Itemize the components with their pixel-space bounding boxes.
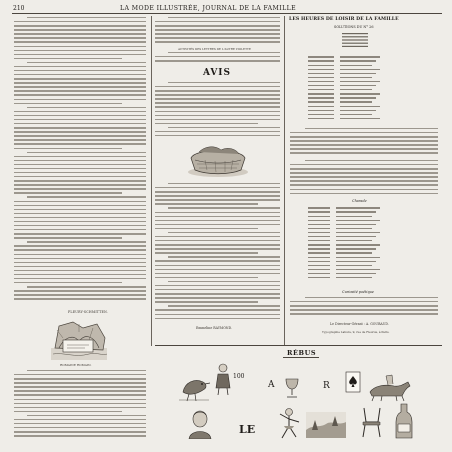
middle-column-text-3 [155, 183, 280, 323]
text-line [155, 212, 280, 213]
text-line [14, 123, 146, 124]
rebus-goblet-icon [283, 377, 301, 399]
text-line [14, 99, 146, 100]
text-line [290, 309, 438, 310]
text-line [155, 273, 280, 274]
text-line [155, 265, 280, 266]
right-text-block-2 [290, 160, 438, 198]
text-line [27, 152, 146, 153]
rebus-title: RÉBUS [287, 349, 317, 357]
rebus-dancer-icon [274, 406, 304, 440]
text-line [14, 274, 146, 275]
text-line [14, 399, 146, 400]
text-line [14, 25, 146, 26]
text-line [155, 220, 280, 221]
text-line [27, 196, 146, 197]
right-list-block-2 [290, 206, 438, 282]
text-line [14, 201, 146, 202]
text-line [14, 90, 146, 91]
text-line [14, 431, 146, 432]
left-column-article [14, 17, 146, 317]
text-line [14, 419, 146, 420]
text-line [14, 233, 146, 234]
text-line [14, 41, 146, 42]
rebus-bust-icon [186, 409, 214, 439]
text-line [155, 115, 280, 116]
text-line [155, 314, 280, 315]
text-line [155, 252, 258, 253]
text-line [14, 46, 146, 47]
running-title: LA MODE ILLUSTRÉE, JOURNAL DE LA FAMILLE [120, 5, 297, 12]
text-line [168, 17, 281, 18]
text-line [14, 266, 146, 267]
text-line [155, 269, 280, 270]
text-line [14, 423, 146, 424]
right-list-block [290, 55, 438, 125]
rebus-letter-a: A [268, 380, 275, 390]
column-divider-right [284, 16, 285, 346]
text-line [168, 256, 281, 257]
text-line [14, 282, 122, 283]
text-line [290, 313, 438, 314]
text-line [27, 286, 146, 287]
text-line [155, 318, 280, 319]
text-line [14, 237, 122, 238]
text-line [155, 106, 280, 107]
text-line [155, 111, 280, 112]
rebus-horseman-icon [364, 372, 416, 402]
list-item [308, 116, 438, 120]
left-caption: ROMAINE ROMAIN. [60, 363, 92, 367]
text-line [290, 148, 438, 149]
text-line [14, 143, 146, 144]
text-line [155, 240, 280, 241]
text-line [14, 435, 146, 436]
text-line [168, 207, 281, 208]
text-line [14, 213, 146, 214]
text-line [290, 168, 438, 169]
right-subtitle: SOLUTIONS DU N° 26 [334, 25, 374, 29]
text-line [27, 370, 146, 371]
text-line [14, 378, 146, 379]
text-line [155, 203, 258, 204]
text-line [14, 148, 122, 149]
column-divider-left [151, 16, 152, 346]
text-line [168, 232, 281, 233]
text-line [14, 86, 146, 87]
text-line [155, 309, 280, 310]
text-line [14, 164, 146, 165]
text-line [14, 217, 146, 218]
text-line [14, 74, 146, 75]
middle-column-text-2 [155, 52, 280, 66]
text-line [155, 29, 280, 30]
text-line [168, 82, 281, 83]
text-line [14, 374, 146, 375]
text-line [290, 184, 438, 185]
text-line [290, 132, 438, 133]
rebus-spade-card-icon [345, 371, 361, 393]
text-line [305, 160, 438, 161]
text-line [14, 221, 146, 222]
text-line [27, 62, 146, 63]
text-line [14, 111, 146, 112]
text-line [155, 33, 280, 34]
right-director: Le Directeur-Gérant : A. GOUBAUD. [330, 322, 389, 326]
text-line [14, 294, 146, 295]
text-line [155, 224, 280, 225]
rebus-bottle-icon [393, 402, 415, 440]
text-line [14, 184, 146, 185]
text-line [155, 301, 258, 302]
text-line [168, 305, 281, 306]
text-line [14, 225, 146, 226]
text-line [155, 260, 280, 261]
text-line [290, 176, 438, 177]
text-line [155, 90, 280, 91]
middle-column-intro [155, 17, 280, 47]
text-line [14, 103, 122, 104]
text-line [14, 127, 146, 128]
text-line [14, 82, 146, 83]
text-line [290, 180, 438, 181]
middle-signature: Emmeline RAYMOND. [196, 326, 233, 330]
word-square [340, 32, 370, 50]
rebus-bird-icon [177, 372, 211, 402]
text-line [14, 168, 146, 169]
text-line [14, 407, 146, 408]
text-line [168, 127, 281, 128]
middle-notice-text [155, 82, 280, 140]
text-line [168, 183, 281, 184]
text-line [155, 244, 280, 245]
text-line [155, 228, 258, 229]
text-line [155, 297, 280, 298]
text-line [27, 17, 146, 18]
text-line [155, 216, 280, 217]
rebus-chair-icon [358, 406, 384, 438]
text-line [155, 102, 280, 103]
right-section-curiosity: Curiosité poétique [342, 290, 374, 294]
text-line [14, 254, 146, 255]
text-line [14, 245, 146, 246]
text-line [155, 56, 280, 57]
text-line [27, 415, 146, 416]
text-line [14, 262, 146, 263]
text-line [14, 205, 146, 206]
middle-top-note: ACTIVITÉS DES LETTRES DE L'AUTRE VIOLETTE [178, 47, 251, 51]
text-line [14, 131, 146, 132]
text-line [155, 236, 280, 237]
text-line [155, 285, 280, 286]
text-line [290, 301, 438, 302]
text-line [14, 209, 146, 210]
text-line [14, 33, 146, 34]
list-item [308, 276, 438, 280]
text-line [155, 25, 280, 26]
text-line [14, 249, 146, 250]
rebus-number: 100 [233, 373, 245, 380]
text-line [155, 199, 280, 200]
text-line [290, 164, 438, 165]
text-line [155, 195, 280, 196]
text-line [290, 144, 438, 145]
text-line [14, 172, 146, 173]
text-line [14, 94, 146, 95]
text-line [14, 70, 146, 71]
right-text-block-1 [290, 128, 438, 158]
text-line [155, 277, 258, 278]
rebus-title-underline [283, 357, 319, 358]
text-line [14, 37, 146, 38]
illustration-cartouche [49, 318, 109, 362]
text-line [290, 152, 438, 153]
text-line [155, 60, 280, 61]
text-line [290, 172, 438, 173]
page-number: 210 [13, 5, 25, 12]
text-line [155, 119, 280, 120]
text-line [14, 78, 146, 79]
text-line [155, 293, 280, 294]
rebus-landscape-icon [306, 412, 346, 438]
text-line [155, 187, 280, 188]
text-line [155, 37, 280, 38]
text-line [14, 54, 146, 55]
text-line [27, 107, 146, 108]
text-line [14, 382, 146, 383]
text-line [155, 21, 280, 22]
rebus-letters-le: LE [239, 423, 256, 436]
rebus-rule [155, 345, 442, 346]
right-text-block-3 [290, 297, 438, 319]
text-line [14, 278, 146, 279]
text-line [155, 191, 280, 192]
rebus-man-icon [213, 362, 233, 396]
text-line [14, 258, 146, 259]
text-line [14, 270, 146, 271]
text-line [290, 189, 438, 190]
text-line [14, 403, 146, 404]
text-line [305, 297, 438, 298]
text-line [14, 411, 122, 412]
text-line [14, 192, 122, 193]
text-line [14, 58, 122, 59]
text-line [27, 241, 146, 242]
text-line [14, 115, 146, 116]
text-line [168, 52, 281, 53]
left-signature: FLEURY-SCHMITTEN. [68, 310, 109, 314]
text-line [14, 156, 146, 157]
text-line [155, 289, 280, 290]
text-line [14, 390, 146, 391]
right-section-charade: Charade [352, 199, 367, 203]
header-rule [12, 13, 442, 14]
text-line [290, 305, 438, 306]
text-line [290, 193, 438, 194]
text-line [14, 229, 146, 230]
right-title: LES HEURES DE LOISIR DE LA FAMILLE [289, 17, 399, 22]
text-line [290, 136, 438, 137]
notice-title: AVIS [203, 68, 232, 78]
text-line [14, 427, 146, 428]
text-line [14, 50, 146, 51]
text-line [14, 135, 146, 136]
text-line [14, 66, 146, 67]
text-line [155, 131, 280, 132]
text-line [14, 394, 146, 395]
text-line [14, 298, 146, 299]
text-line [14, 290, 146, 291]
left-column-article-end [14, 370, 146, 440]
text-line [155, 248, 280, 249]
text-line [305, 128, 438, 129]
text-line [14, 119, 146, 120]
text-line [155, 94, 280, 95]
text-line [155, 41, 280, 42]
text-line [14, 188, 146, 189]
text-line [168, 281, 281, 282]
text-line [14, 139, 146, 140]
text-line [155, 123, 258, 124]
text-line [14, 29, 146, 30]
text-line [14, 176, 146, 177]
text-line [155, 98, 280, 99]
text-line [14, 21, 146, 22]
text-line [14, 180, 146, 181]
text-line [155, 86, 280, 87]
text-line [14, 160, 146, 161]
illustration-basket [185, 142, 251, 178]
rebus-letter-r: R [323, 381, 330, 391]
right-printer: Typographie Lahure, 9, rue de Fleurus, à Paris. [322, 330, 390, 334]
text-line [14, 386, 146, 387]
text-line [290, 140, 438, 141]
text-line [155, 135, 280, 136]
